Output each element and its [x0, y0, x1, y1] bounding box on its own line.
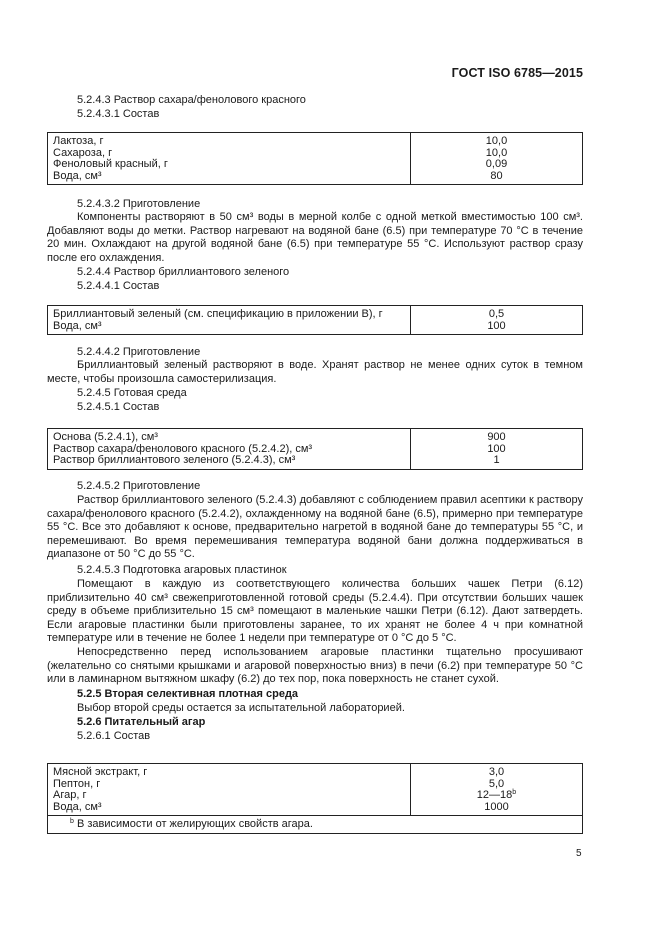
table-cell-value: 0,09 [485, 158, 508, 171]
table-cell-value: 900 [487, 431, 506, 443]
section-5-2-4-3-title: 5.2.4.3 Раствор сахара/фенолового красного [77, 94, 306, 106]
table-cell-value: 3,0 [488, 766, 505, 778]
footnote-text: В зависимости от желирующих свойств агара. [76, 818, 313, 831]
table-cell-value: 1 [493, 454, 500, 467]
table-cell-label: Агар, г [53, 789, 87, 802]
table-values-column [411, 133, 582, 184]
document-header-id: ГОСТ ISO 6785—2015 [451, 66, 583, 80]
section-5-2-4-5-title: 5.2.4.5 Готовая среда [77, 387, 187, 399]
section-5-2-4-5-3-title: 5.2.4.5.3 Подготовка агаровых пластинок [77, 564, 287, 576]
table-cell-value: 10,0 [485, 135, 508, 147]
table-cell-label: Вода, см³ [53, 319, 102, 332]
section-5-2-4-4-2-title: 5.2.4.4.2 Приготовление [77, 346, 201, 358]
section-5-2-4-3-1-title: 5.2.4.3.1 Состав [77, 108, 160, 120]
table-complete-medium [47, 428, 583, 470]
table-brilliant-green [47, 305, 583, 335]
table-cell-value: 0,5 [488, 308, 505, 320]
section-5-2-4-5-1-title: 5.2.4.5.1 Состав [77, 401, 160, 413]
table-sugar-phenol-red [47, 132, 583, 185]
footnote-mark: b [70, 818, 74, 826]
table-values-column [411, 306, 582, 334]
table-cell-value: 100 [487, 319, 506, 332]
table-cell-label: Феноловый красный, г [53, 158, 168, 171]
table-cell-label: Сахароза, г [53, 146, 113, 159]
section-5-2-4-4-title: 5.2.4.4 Раствор бриллиантового зеленого [77, 266, 290, 278]
section-5-2-4-5-3-text-2: Непосредственно перед использованием агаровые пластинки тщательно просушивают (желательно со снятыми крышками и агаровой поверхностью вниз) в печи (6.2) при температуре 50 °С или в ламинарном вытяжном шкафу (6.2) до тех пор, пока поверхность не станет сухой. [47, 646, 583, 686]
table-labels-column [48, 306, 411, 334]
table-cell-label: Бриллиантовый зеленый (см. спецификацию в приложении В), г [53, 308, 383, 320]
table-cell-value: 10,0 [485, 146, 508, 159]
table-cell-label: Мясной экстракт, г [53, 766, 148, 778]
table-cell-label: Вода, см³ [53, 169, 102, 182]
table-cell-label: Основа (5.2.4.1), см³ [53, 431, 158, 443]
footnote-reference-mark: b [512, 789, 517, 797]
section-5-2-6-title: 5.2.6 Питательный агар [77, 716, 206, 728]
section-5-2-4-5-2-title: 5.2.4.5.2 Приготовление [77, 480, 201, 492]
section-5-2-4-3-2-title: 5.2.4.3.2 Приготовление [77, 198, 201, 210]
page-number: 5 [576, 848, 582, 859]
section-5-2-6-1-title: 5.2.6.1 Состав [77, 730, 151, 742]
table-nutrient-agar [47, 763, 583, 834]
table-cell-label: Раствор бриллиантового зеленого (5.2.4.3), см³ [53, 454, 296, 467]
section-5-2-4-4-1-title: 5.2.4.4.1 Состав [77, 280, 160, 292]
table-cell-label: Раствор сахара/фенолового красного (5.2.4.2), см³ [53, 442, 313, 455]
table-values-column [411, 764, 582, 815]
table-cell-label: Лактоза, г [53, 135, 104, 147]
section-5-2-5-text: Выбор второй среды остается за испытательной лабораторией. [77, 702, 405, 714]
table-cell-value: 100 [487, 442, 506, 455]
section-5-2-4-4-2-text: Бриллиантовый зеленый растворяют в воде. Хранят раствор не менее одних суток в темном месте, чтобы произошла самостерилизация. [47, 359, 583, 385]
section-5-2-4-5-2-text: Раствор бриллиантового зеленого (5.2.4.3) добавляют с соблюдением правил асептики к раствору сахара/фенолового красного (5.2.4.2), охлажденному на водяной бане (6.5), примерно при температуре 55 °С. Все это добавляют к основе, предварительно нагретой в водяной бане до температуры 55 °С, и перемешивают. Во время перемешивания температура водяной бани должна поддерживаться в диапазоне от 50 °С до 55 °С. [47, 494, 583, 561]
section-5-2-4-5-3-text-1: Помещают в каждую из соответствующего количества больших чашек Петри (6.12) приблизительно 40 см³ свежеприготовленной готовой среды (5.2.4.4). При отсутствии больших чашек среду в объеме приблизительно 15 см³ помещают в маленькие чашки Петри (6.12). Дают затвердеть. Если агаровые пластинки были приготовлены заранее, то их хранят не более 4 ч при комнатной температуре или в течение не более 1 недели при температуре от 0 °С до 5 °С. [47, 578, 583, 645]
section-5-2-5-title: 5.2.5 Вторая селективная плотная среда [77, 688, 299, 700]
table-cell-value: 1000 [484, 800, 509, 813]
table-cell-value: 12—18 [476, 789, 513, 802]
table-cell-label: Вода, см³ [53, 800, 102, 813]
table-cell-label: Пептон, г [53, 777, 101, 790]
table-labels-column [48, 133, 411, 184]
section-5-2-4-3-2-text: Компоненты растворяют в 50 см³ воды в мерной колбе с одной меткой вместимостью 100 см³. Добавляют воды до метки. Раствор нагревают на водяной бане (6.5) при температуре 70 °С в течение 20 мин. Охлаждают на другой водяной бане (6.5) при температуре 55 °С. Используют раствор сразу после его охлаждения. [47, 211, 583, 264]
table-cell-value: 80 [490, 169, 503, 182]
table-labels-column [48, 764, 411, 815]
table-cell-value: 5,0 [488, 777, 505, 790]
table-values-column [411, 429, 582, 469]
table-footnote [48, 815, 582, 833]
table-labels-column [48, 429, 411, 469]
